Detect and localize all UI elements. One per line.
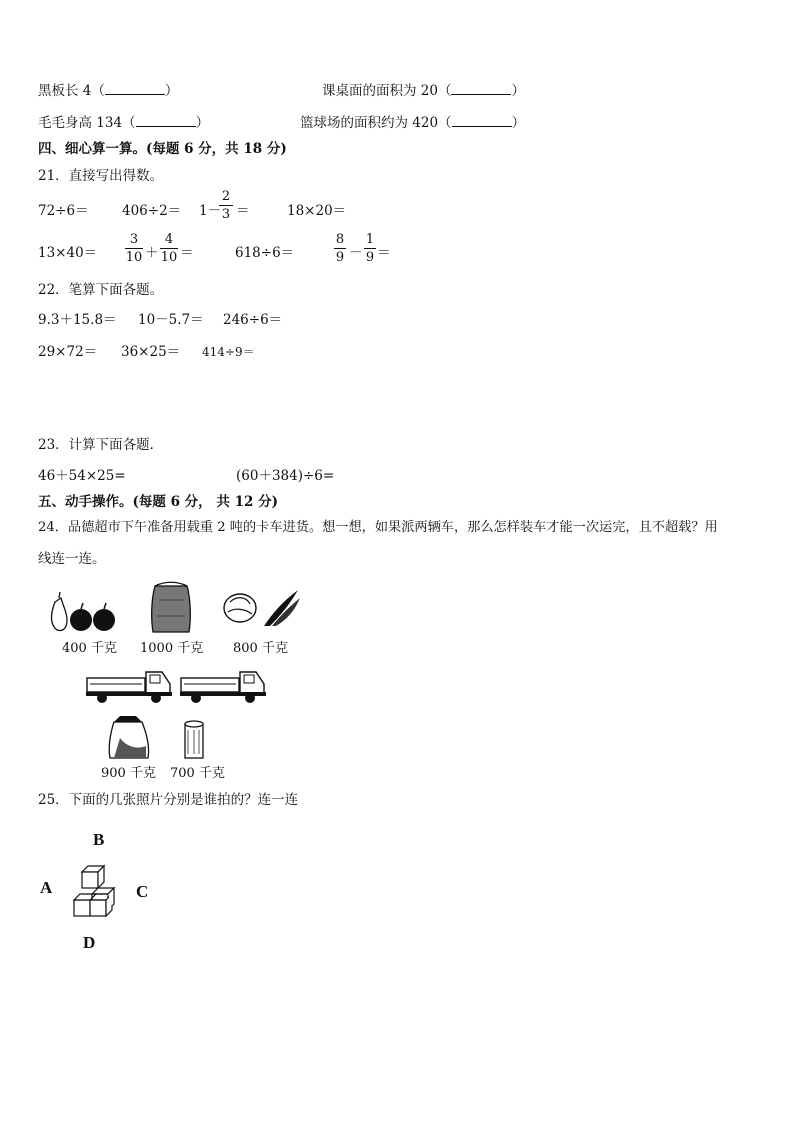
- answer-blank[interactable]: [105, 83, 165, 95]
- expr: 13×40＝: [38, 245, 98, 261]
- expr: －: [349, 245, 363, 261]
- label-b: B: [93, 830, 105, 849]
- section4-heading: 四、细心算一算。(每题 6 分，共 18 分): [38, 141, 287, 157]
- denominator: 3: [221, 207, 231, 222]
- expr: 29×72＝: [38, 344, 98, 360]
- fraction: [160, 232, 178, 265]
- truck-icon: [180, 664, 268, 706]
- denominator: 9: [365, 250, 375, 265]
- numerator: 2: [221, 189, 231, 204]
- pear-apple-icon: [45, 584, 115, 634]
- expr: 618÷6＝: [235, 245, 295, 261]
- expr: 9.3＋15.8＝: [38, 312, 117, 328]
- weight-label: 1000 千克: [140, 641, 204, 656]
- q-court-area: [300, 114, 525, 132]
- expr: ＝: [180, 245, 194, 261]
- fraction: [364, 232, 376, 265]
- weight-label: 900 千克: [101, 766, 156, 781]
- denominator: 9: [335, 250, 345, 265]
- q23-title: 23．计算下面各题．: [38, 437, 164, 453]
- denominator: 10: [160, 250, 178, 265]
- sack-icon: [147, 578, 195, 634]
- weight-label: 400 千克: [62, 641, 117, 656]
- weight-label: 800 千克: [233, 641, 288, 656]
- fraction: [219, 189, 233, 222]
- text: 课桌面的面积为 20（: [322, 83, 452, 99]
- expr: 36×25＝: [121, 344, 181, 360]
- expr: 18×20＝: [287, 203, 347, 219]
- expr: 414÷9＝: [202, 345, 255, 359]
- q-height: [38, 114, 209, 132]
- text: 毛毛身高 134（: [38, 115, 136, 131]
- text: ）: [511, 83, 525, 99]
- answer-blank[interactable]: [136, 115, 196, 127]
- text: ）: [195, 115, 210, 131]
- numerator: 4: [164, 232, 174, 247]
- numerator: 3: [129, 232, 139, 247]
- expr: 406÷2＝: [122, 203, 182, 219]
- text: 篮球场的面积约为 420（: [300, 115, 452, 131]
- q21-title: 21．直接写出得数。: [38, 168, 164, 184]
- fraction: [334, 232, 346, 265]
- numerator: 8: [335, 232, 345, 247]
- label-c: C: [136, 882, 149, 901]
- answer-blank[interactable]: [452, 115, 512, 127]
- q-blackboard-length: [38, 82, 178, 100]
- expr: 10－5.7＝: [138, 312, 204, 328]
- q24-line2: 线连一连。: [38, 551, 106, 567]
- text: 黑板长 4（: [38, 83, 105, 99]
- q-desk-area: [322, 82, 525, 100]
- expr: ＋: [145, 245, 159, 261]
- can-icon: [182, 720, 206, 760]
- q24-line1: 24．品德超市下午准备用载重 2 吨的卡车进货。想一想，如果派两辆车，那么怎样装车才能一次运完，且不超载？用: [38, 520, 718, 535]
- vegetables-icon: [220, 586, 302, 628]
- expr: ＝: [236, 203, 250, 219]
- expr: 46＋54×25=: [38, 468, 126, 484]
- expr: 72÷6＝: [38, 203, 89, 219]
- text: ）: [164, 83, 179, 99]
- expr: ＝: [377, 245, 391, 261]
- bag-icon: [106, 716, 152, 760]
- truck-icon: [86, 664, 174, 706]
- expr: 1－: [199, 203, 222, 219]
- expr: 246÷6＝: [223, 312, 283, 328]
- q22-title: 22．笔算下面各题。: [38, 282, 164, 298]
- label-a: A: [40, 878, 53, 897]
- label-d: D: [83, 933, 96, 952]
- denominator: 10: [125, 250, 143, 265]
- numerator: 1: [365, 232, 375, 247]
- weight-label: 700 千克: [170, 766, 225, 781]
- q25-title: 25．下面的几张照片分别是谁拍的？连一连: [38, 792, 299, 808]
- cubes-icon: [70, 864, 126, 920]
- expr: (60＋384)÷6=: [236, 468, 335, 484]
- fraction: [125, 232, 143, 265]
- answer-blank[interactable]: [451, 83, 511, 95]
- text: ）: [511, 115, 526, 131]
- section5-heading: 五、动手操作。(每题 6 分， 共 12 分): [38, 494, 278, 510]
